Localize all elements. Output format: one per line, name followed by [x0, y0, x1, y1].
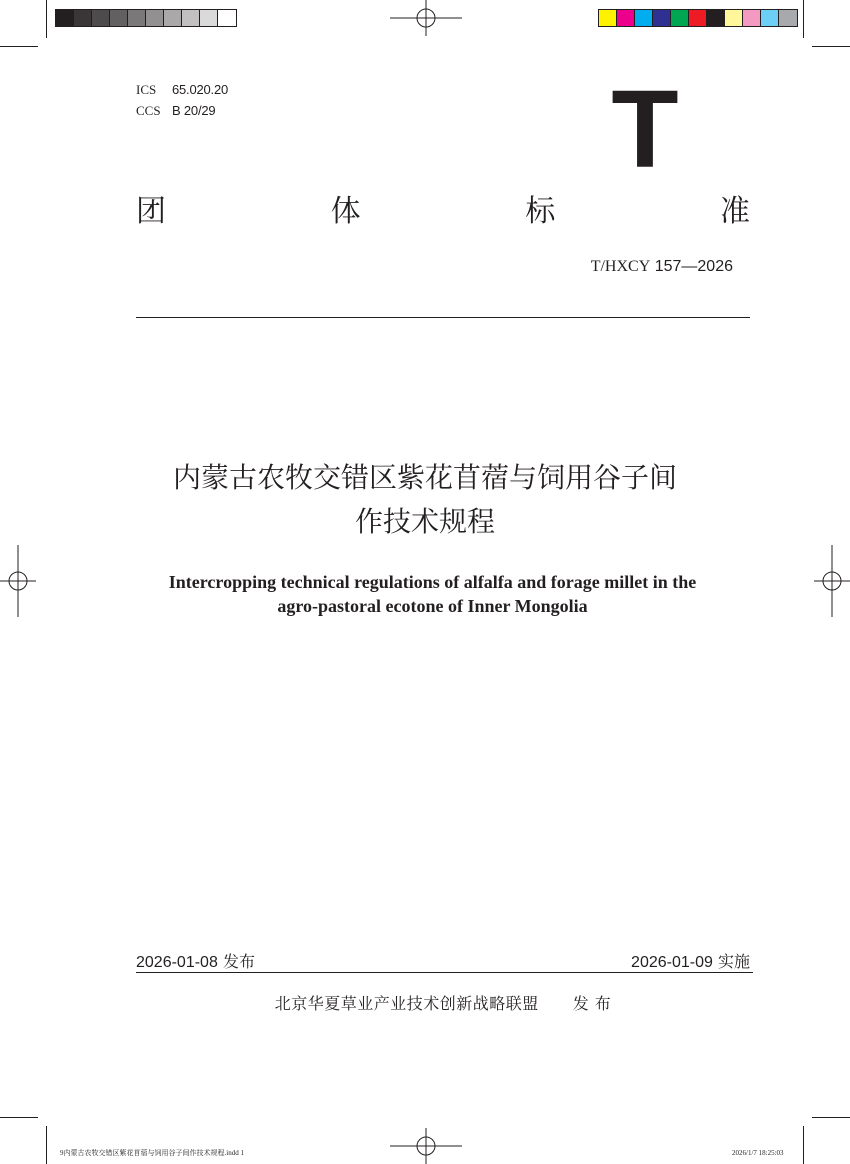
ics-label: ICS — [136, 82, 157, 97]
color-swatch — [617, 10, 635, 26]
color-swatch — [689, 10, 707, 26]
file-slug: 9内蒙古农牧交错区紫花苜蓿与饲用谷子间作技术规程.indd 1 — [60, 1149, 244, 1157]
issue-date-label: 发布 — [222, 952, 255, 971]
grayscale-color-bar — [55, 9, 237, 27]
process-color-bar — [598, 9, 798, 27]
standard-logo-letter: T — [611, 68, 679, 191]
publisher-name: 北京华夏草业产业技术创新战略联盟 — [274, 994, 539, 1013]
color-swatch — [110, 10, 128, 26]
color-swatch — [56, 10, 74, 26]
color-swatch — [146, 10, 164, 26]
color-swatch — [182, 10, 200, 26]
standard-type-char: 标 — [525, 194, 556, 229]
classification-codes — [136, 80, 228, 122]
standard-number-prefix: T/HXCY — [590, 258, 651, 275]
timestamp-slug: 2026/1/7 18:25:03 — [732, 1149, 784, 1157]
color-swatch — [128, 10, 146, 26]
english-title-line: Intercropping technical regulations of alfalfa and forage millet in the — [168, 572, 697, 592]
issue-date-value: 2026-01-08 — [136, 954, 218, 971]
color-swatch — [218, 10, 236, 26]
color-swatch — [725, 10, 743, 26]
color-swatch — [707, 10, 725, 26]
color-swatch — [164, 10, 182, 26]
registration-mark-bottom-icon — [390, 1128, 462, 1164]
standard-type-char: 准 — [719, 194, 750, 229]
ccs-label: CCS — [136, 103, 161, 118]
standard-number — [500, 256, 733, 278]
chinese-title-line: 作技术规程 — [354, 505, 495, 538]
color-swatch — [653, 10, 671, 26]
color-swatch — [92, 10, 110, 26]
registration-mark-top-icon — [390, 0, 462, 36]
ics-code — [136, 80, 228, 101]
color-swatch — [743, 10, 761, 26]
standard-number-value: 157—2026 — [654, 258, 733, 275]
publisher — [136, 992, 750, 1016]
english-title — [100, 570, 765, 618]
color-swatch — [671, 10, 689, 26]
chinese-title-line: 内蒙古农牧交错区紫花苜蓿与饲用谷子间 — [172, 461, 677, 494]
ccs-code — [136, 101, 228, 122]
implement-date-label: 实施 — [717, 952, 750, 971]
standard-type-char: 体 — [330, 194, 361, 229]
color-swatch — [200, 10, 218, 26]
color-swatch — [599, 10, 617, 26]
registration-mark-right-icon — [814, 545, 850, 617]
english-title-line: agro-pastoral ecotone of Inner Mongolia — [277, 596, 588, 616]
color-swatch — [761, 10, 779, 26]
header-divider — [136, 317, 750, 318]
color-swatch — [779, 10, 797, 26]
color-swatch — [635, 10, 653, 26]
chinese-title — [100, 456, 750, 544]
date-row — [136, 950, 750, 974]
standard-type-char: 团 — [136, 194, 166, 229]
registration-mark-left-icon — [0, 545, 36, 617]
ccs-value: B 20/29 — [172, 103, 216, 118]
publisher-action: 发 布 — [572, 994, 612, 1013]
ics-value: 65.020.20 — [172, 82, 229, 97]
color-swatch — [74, 10, 92, 26]
standard-type — [136, 192, 750, 232]
implement-date-value: 2026-01-09 — [631, 954, 713, 971]
date-divider — [136, 972, 753, 973]
